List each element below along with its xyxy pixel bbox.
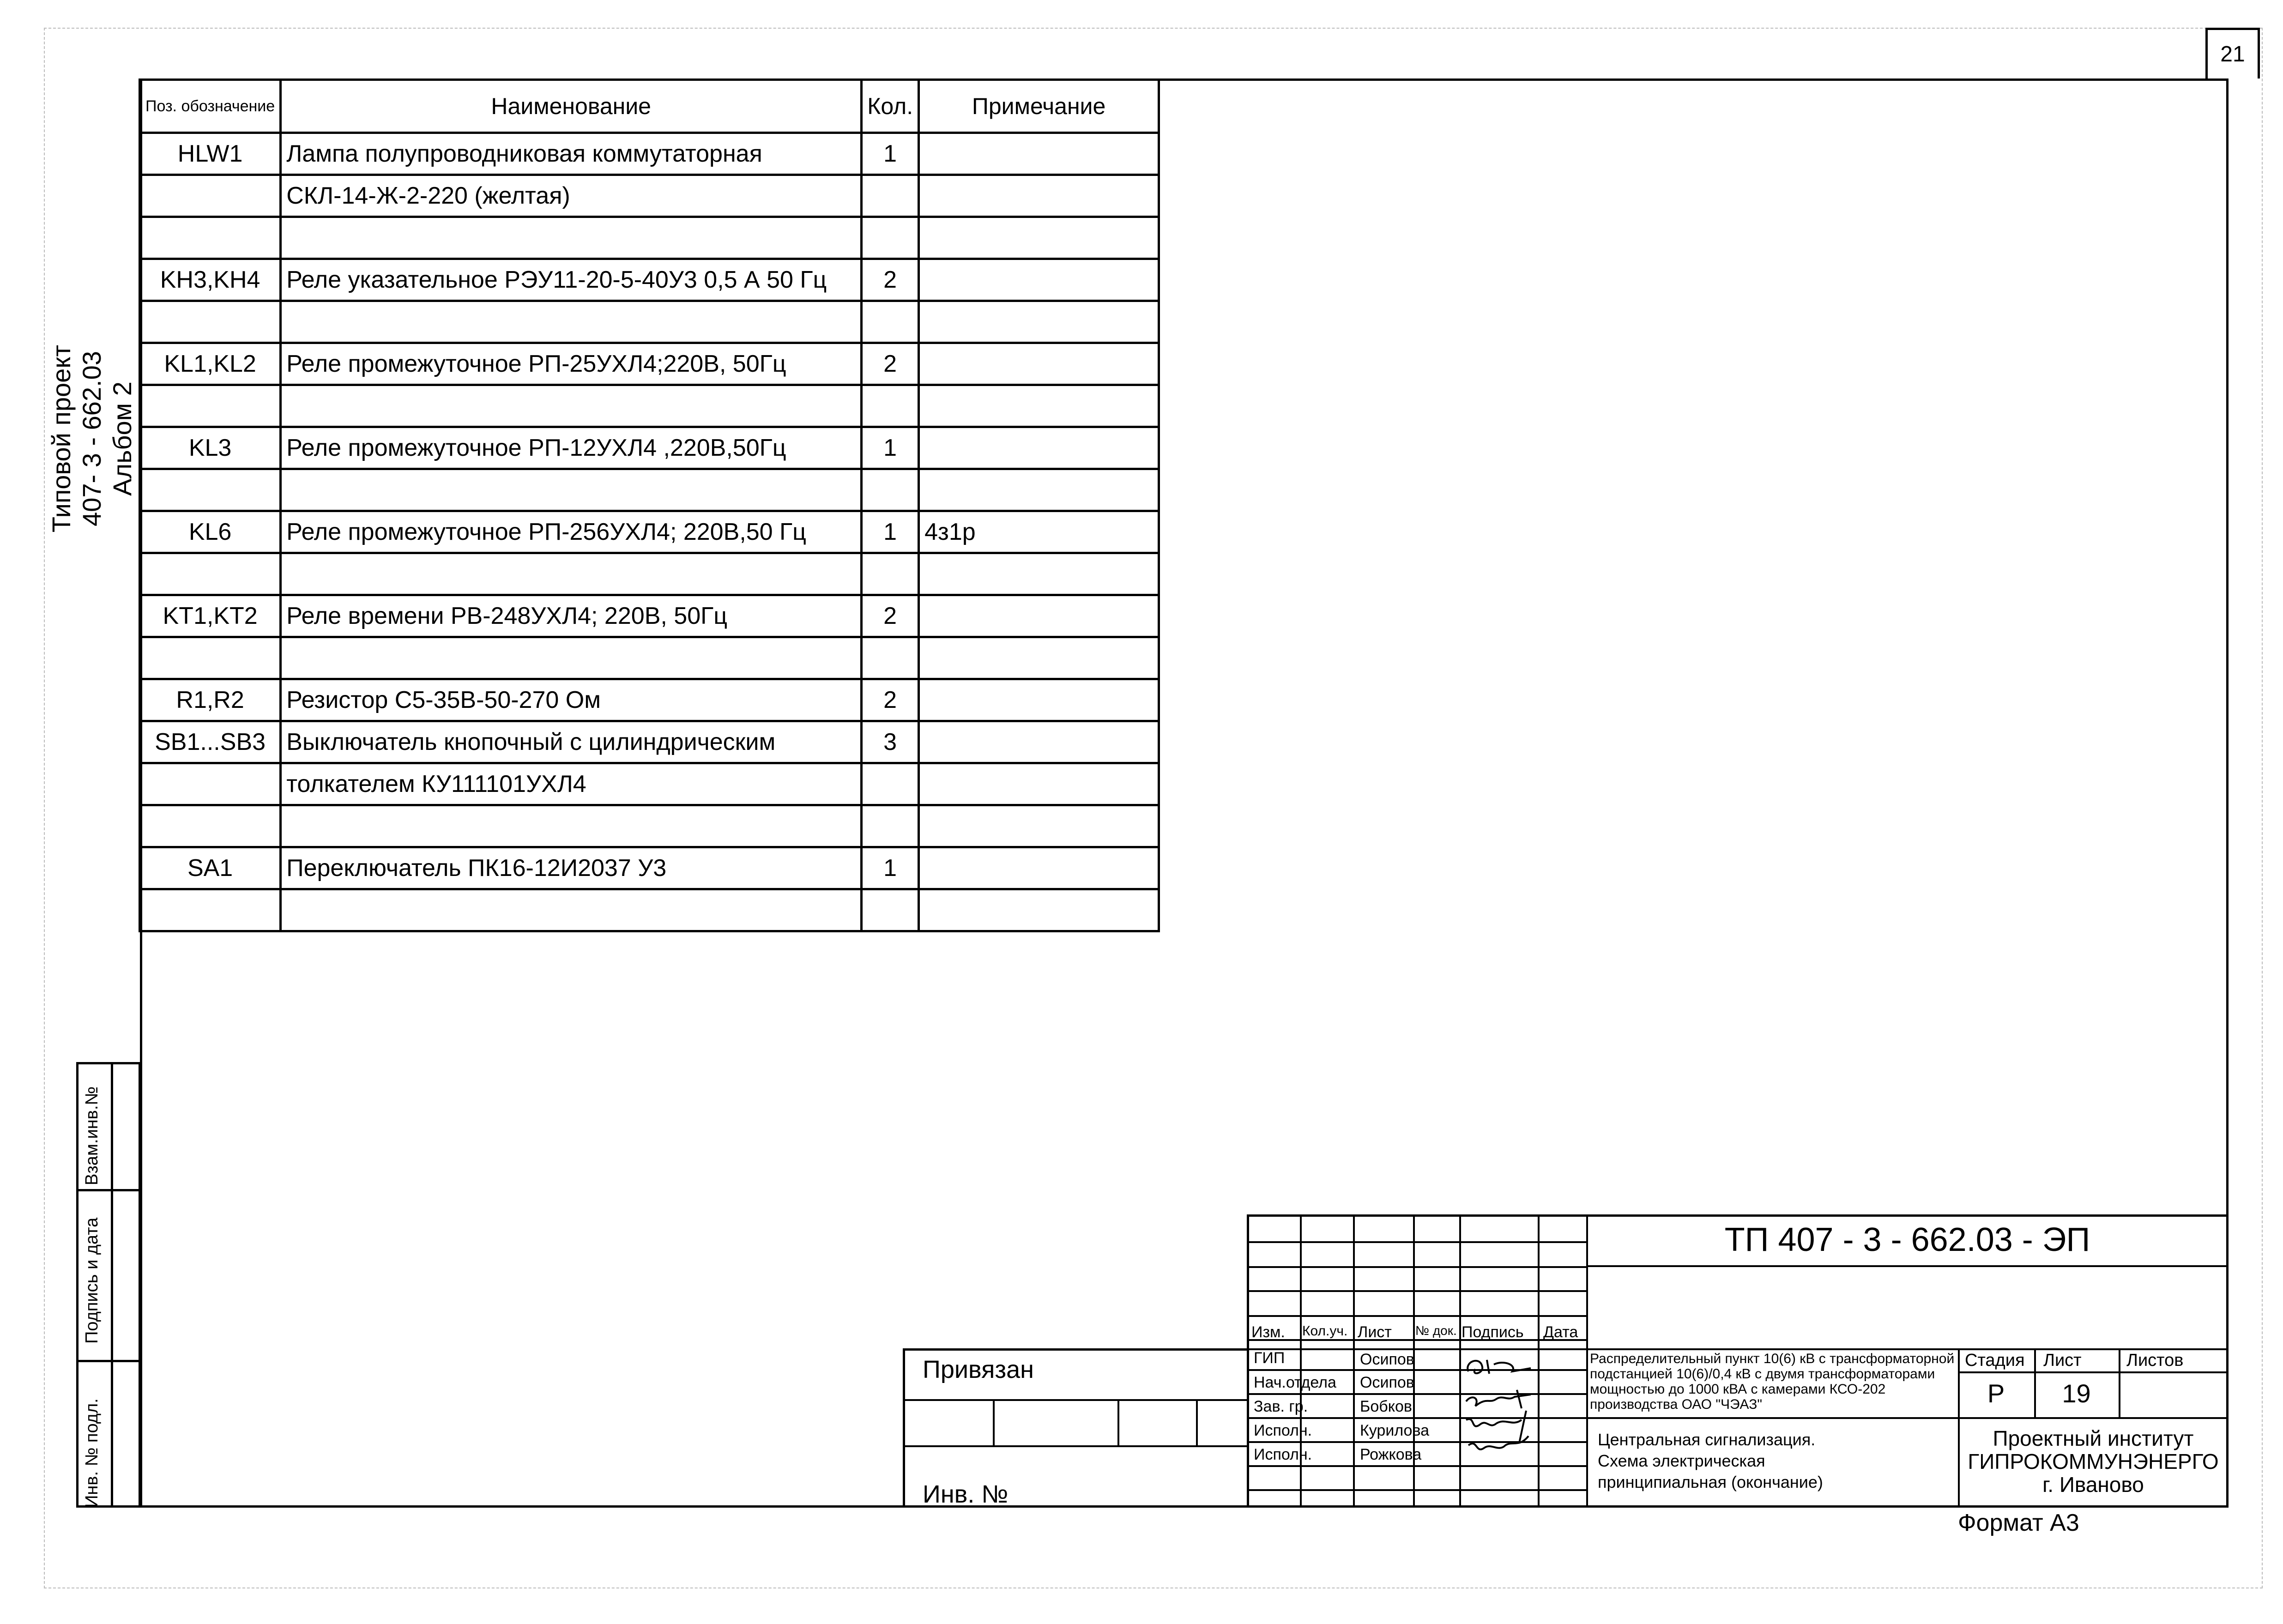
stage-value: Р: [1987, 1379, 2005, 1408]
table-row: [140, 385, 1159, 427]
table-row: [140, 637, 1159, 679]
cell-qty: [862, 469, 919, 511]
table-row: [140, 721, 1159, 763]
format-label: Формат А3: [1958, 1509, 2079, 1536]
cell-pos: [140, 175, 281, 217]
stamp-replace-inv: Взам.инв.№: [82, 1086, 102, 1185]
table-row: [140, 301, 1159, 343]
col-date: Дата: [1543, 1323, 1578, 1341]
cell-name: Реле промежуточное РП-25УХЛ4;220В, 50Гц: [281, 343, 862, 385]
role-group: Зав. гр.: [1254, 1398, 1308, 1415]
cell-qty: [862, 301, 919, 343]
cell-name: [281, 889, 862, 931]
cell-pos: HLW1: [140, 133, 281, 175]
sheets-label: Листов: [2126, 1351, 2184, 1370]
cell-qty: 1: [862, 133, 919, 175]
col-signature: Подпись: [1462, 1323, 1524, 1341]
cell-note: [919, 301, 1159, 343]
table-row: [140, 553, 1159, 595]
cell-name: [281, 385, 862, 427]
cell-name: [281, 217, 862, 259]
cell-note: [919, 259, 1159, 301]
name-group: Бобков: [1360, 1398, 1412, 1415]
cell-pos: [140, 301, 281, 343]
header-qty: Кол.: [862, 80, 919, 133]
cell-pos: [140, 385, 281, 427]
spec-header-row: [140, 80, 1159, 133]
cell-qty: 1: [862, 847, 919, 889]
cell-name: Выключатель кнопочный с цилиндрическим: [281, 721, 862, 763]
header-pos: Поз. обозначение: [140, 80, 281, 133]
cell-name: Реле промежуточное РП-12УХЛ4 ,220В,50Гц: [281, 427, 862, 469]
left-stamp-column: [76, 1062, 141, 1508]
cell-note: [919, 343, 1159, 385]
side-title-line3: Альбом 2: [108, 381, 137, 496]
sheet-value: 19: [2062, 1379, 2091, 1408]
table-row: [140, 343, 1159, 385]
name-head: Осипов: [1360, 1374, 1414, 1391]
signature-group-icon: [1466, 1390, 1531, 1408]
organization: Проектный институт ГИПРОКОММУНЭНЕРГО г. Иваново: [1968, 1426, 2219, 1497]
role-exec2: Исполн.: [1254, 1446, 1312, 1463]
header-note: Примечание: [919, 80, 1159, 133]
cell-qty: 2: [862, 259, 919, 301]
table-row: [140, 679, 1159, 721]
cell-qty: [862, 805, 919, 847]
cell-note: [919, 805, 1159, 847]
table-row: [140, 847, 1159, 889]
side-title-line2: 407- 3 - 662.03: [77, 351, 106, 526]
cell-qty: [862, 637, 919, 679]
cell-name: [281, 805, 862, 847]
cell-note: 4з1р: [919, 511, 1159, 553]
cell-pos: [140, 553, 281, 595]
specification-table: [139, 78, 1160, 932]
name-exec2: Рожкова: [1360, 1446, 1422, 1463]
table-row: [140, 133, 1159, 175]
cell-pos: [140, 217, 281, 259]
cell-note: [919, 637, 1159, 679]
cell-name: [281, 469, 862, 511]
table-row: [140, 469, 1159, 511]
col-list: Лист: [1358, 1323, 1392, 1341]
cell-name: Переключатель ПК16-12И2037 У3: [281, 847, 862, 889]
cell-name: Реле промежуточное РП-256УХЛ4; 220В,50 Гц: [281, 511, 862, 553]
table-row: [140, 511, 1159, 553]
table-row: [140, 217, 1159, 259]
binding-label: Привязан: [923, 1356, 1034, 1383]
table-row: [140, 763, 1159, 805]
cell-name: Реле указательное РЭУ11-20-5-40У3 0,5 А 50 Гц: [281, 259, 862, 301]
cell-pos: SA1: [140, 847, 281, 889]
cell-pos: KT1,KT2: [140, 595, 281, 637]
cell-qty: 1: [862, 511, 919, 553]
cell-pos: [140, 889, 281, 931]
cell-note: [919, 553, 1159, 595]
cell-qty: [862, 175, 919, 217]
cell-note: [919, 427, 1159, 469]
signature-exec1-icon: [1466, 1411, 1526, 1443]
signatures-image: [1462, 1351, 1535, 1461]
cell-pos: R1,R2: [140, 679, 281, 721]
inv-number-label: Инв. №: [923, 1480, 1009, 1508]
table-row: [140, 175, 1159, 217]
cell-qty: 1: [862, 427, 919, 469]
cell-pos: KL6: [140, 511, 281, 553]
cell-pos: KL3: [140, 427, 281, 469]
cell-note: [919, 469, 1159, 511]
cell-note: [919, 175, 1159, 217]
cell-pos: [140, 805, 281, 847]
cell-pos: SB1...SB3: [140, 721, 281, 763]
name-gip: Осипов: [1360, 1351, 1414, 1368]
cell-note: [919, 763, 1159, 805]
cell-pos: KH3,KH4: [140, 259, 281, 301]
side-project-title: [46, 332, 138, 545]
cell-qty: 3: [862, 721, 919, 763]
cell-qty: [862, 217, 919, 259]
cell-name: Лампа полупроводниковая коммутаторная: [281, 133, 862, 175]
document-code: ТП 407 - 3 - 662.03 - ЭП: [1724, 1221, 2090, 1258]
stamp-signature-date: Подпись и дата: [82, 1217, 102, 1344]
cell-note: [919, 217, 1159, 259]
col-izm: Изм.: [1251, 1323, 1285, 1341]
cell-qty: 2: [862, 679, 919, 721]
role-head: Нач.отдела: [1254, 1374, 1336, 1391]
sheet-description: Центральная сигнализация. Схема электрическая принципиальная (окончание): [1598, 1430, 1823, 1491]
cell-name: Резистор С5-35В-50-270 Ом: [281, 679, 862, 721]
cell-note: [919, 679, 1159, 721]
cell-qty: [862, 763, 919, 805]
cell-note: [919, 133, 1159, 175]
cell-name: [281, 553, 862, 595]
name-exec1: Курилова: [1360, 1422, 1430, 1439]
role-gip: ГИП: [1254, 1349, 1285, 1367]
role-exec1: Исполн.: [1254, 1422, 1312, 1439]
page-number: 21: [2205, 28, 2260, 78]
cell-pos: [140, 637, 281, 679]
cell-qty: 2: [862, 343, 919, 385]
col-kol-uch: Кол.уч.: [1302, 1323, 1348, 1339]
signature-gip-icon: [1468, 1360, 1531, 1374]
cell-qty: 2: [862, 595, 919, 637]
table-row: [140, 427, 1159, 469]
cell-qty: [862, 385, 919, 427]
cell-name: СКЛ-14-Ж-2-220 (желтая): [281, 175, 862, 217]
cell-pos: [140, 469, 281, 511]
stage-label: Стадия: [1965, 1351, 2025, 1370]
cell-qty: [862, 553, 919, 595]
cell-pos: [140, 763, 281, 805]
side-title-line1: Типовой проект: [47, 344, 76, 533]
table-row: [140, 805, 1159, 847]
sheet-label: Лист: [2043, 1351, 2082, 1370]
table-row: [140, 595, 1159, 637]
header-name: Наименование: [281, 80, 862, 133]
cell-name: Реле времени РВ-248УХЛ4; 220В, 50Гц: [281, 595, 862, 637]
table-row: [140, 889, 1159, 931]
col-no-doc: № док.: [1415, 1323, 1457, 1338]
cell-note: [919, 721, 1159, 763]
table-row: [140, 259, 1159, 301]
cell-qty: [862, 889, 919, 931]
cell-name: [281, 301, 862, 343]
cell-note: [919, 847, 1159, 889]
cell-name: [281, 637, 862, 679]
cell-name: толкателем КУ111101УХЛ4: [281, 763, 862, 805]
cell-note: [919, 595, 1159, 637]
cell-note: [919, 385, 1159, 427]
cell-note: [919, 889, 1159, 931]
project-description: Распределительный пункт 10(6) кВ с трансформаторной подстанцией 10(6)/0,4 кВ с двумя трансформаторами мощностью до 1000 кВА с камерами КСО-202 производства ОАО "ЧЭАЗ": [1590, 1351, 1955, 1412]
stamp-inv-original: Инв. № подл.: [82, 1398, 102, 1508]
cell-pos: KL1,KL2: [140, 343, 281, 385]
